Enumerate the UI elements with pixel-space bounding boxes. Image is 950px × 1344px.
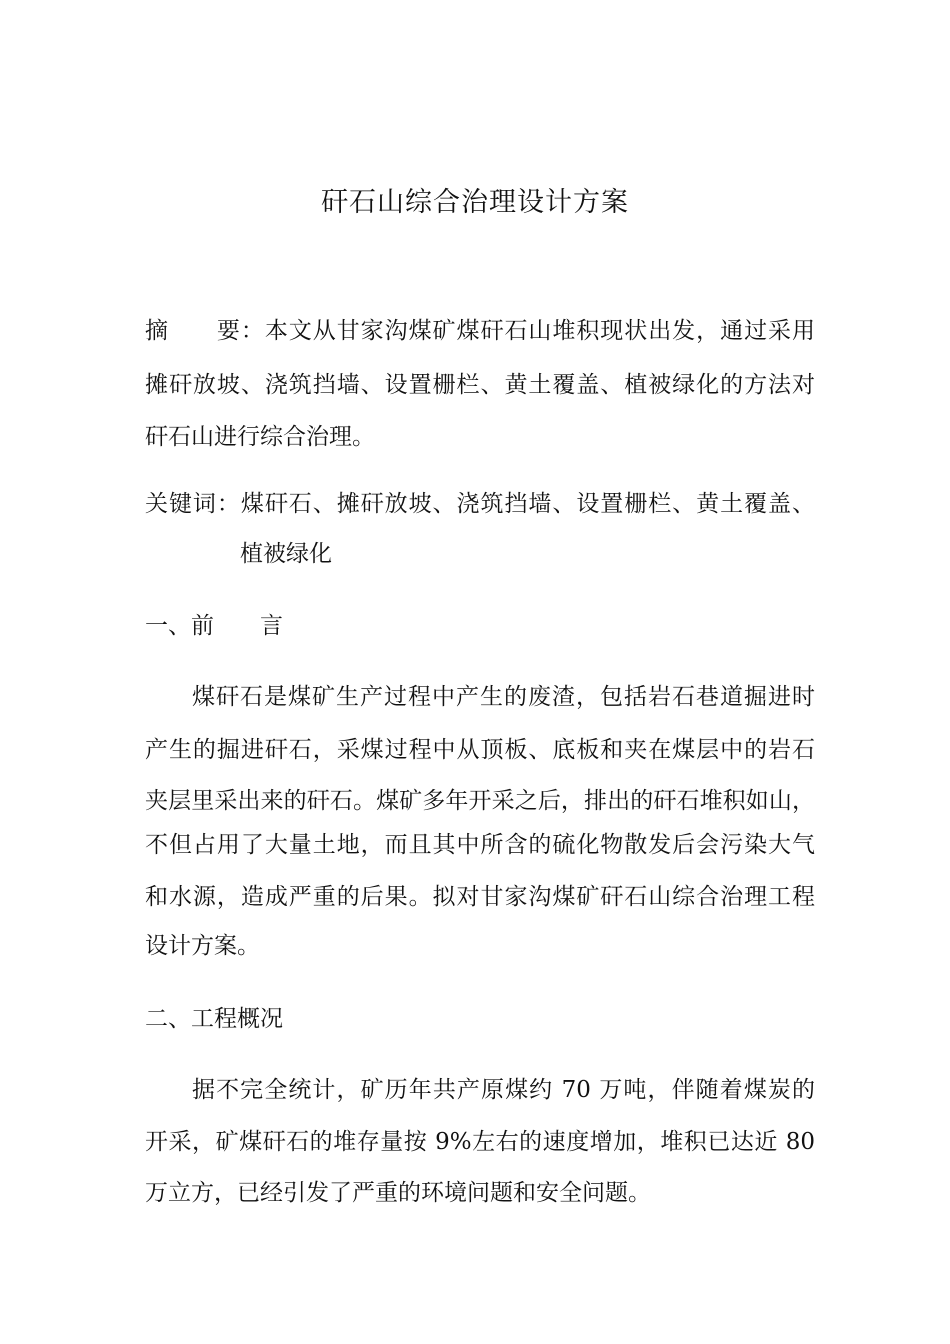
paragraph-line: 开采，矿煤矸石的堆存量按 9%左右的速度增加，堆积已达近 80 [145, 1129, 815, 1155]
paragraph-line: 据不完全统计，矿历年共产原煤约 70 万吨，伴随着煤炭的 [192, 1077, 815, 1103]
paragraph-line: 煤矸石是煤矿生产过程中产生的废渣，包括岩石巷道掘进时 [192, 684, 815, 710]
paragraph-line: 万立方，已经引发了严重的环境问题和安全问题。 [145, 1180, 651, 1206]
document-title: 矸石山综合治理设计方案 [321, 187, 629, 218]
paragraph-line: 夹层里采出来的矸石。煤矿多年开采之后，排出的矸石堆积如山， [145, 788, 815, 814]
keywords-line: 植被绿化 [240, 541, 332, 567]
abstract-line: 摊矸放坡、浇筑挡墙、设置栅栏、黄土覆盖、植被绿化的方法对 [145, 372, 815, 398]
abstract-line: 摘 要：本文从甘家沟煤矿煤矸石山堆积现状出发，通过采用 [145, 318, 815, 344]
section-heading: 一、前 言 [145, 613, 283, 639]
paragraph-line: 不但占用了大量土地，而且其中所含的硫化物散发后会污染大气 [145, 832, 815, 858]
paragraph-line: 产生的掘进矸石，采煤过程中从顶板、底板和夹在煤层中的岩石 [145, 737, 815, 763]
paragraph-line: 设计方案。 [145, 933, 260, 959]
keywords-line: 关键词：煤矸石、摊矸放坡、浇筑挡墙、设置栅栏、黄土覆盖、 [145, 491, 815, 517]
abstract-line: 矸石山进行综合治理。 [145, 424, 375, 450]
section-heading: 二、工程概况 [145, 1006, 283, 1032]
paragraph-line: 和水源，造成严重的后果。拟对甘家沟煤矿矸石山综合治理工程 [145, 884, 815, 910]
